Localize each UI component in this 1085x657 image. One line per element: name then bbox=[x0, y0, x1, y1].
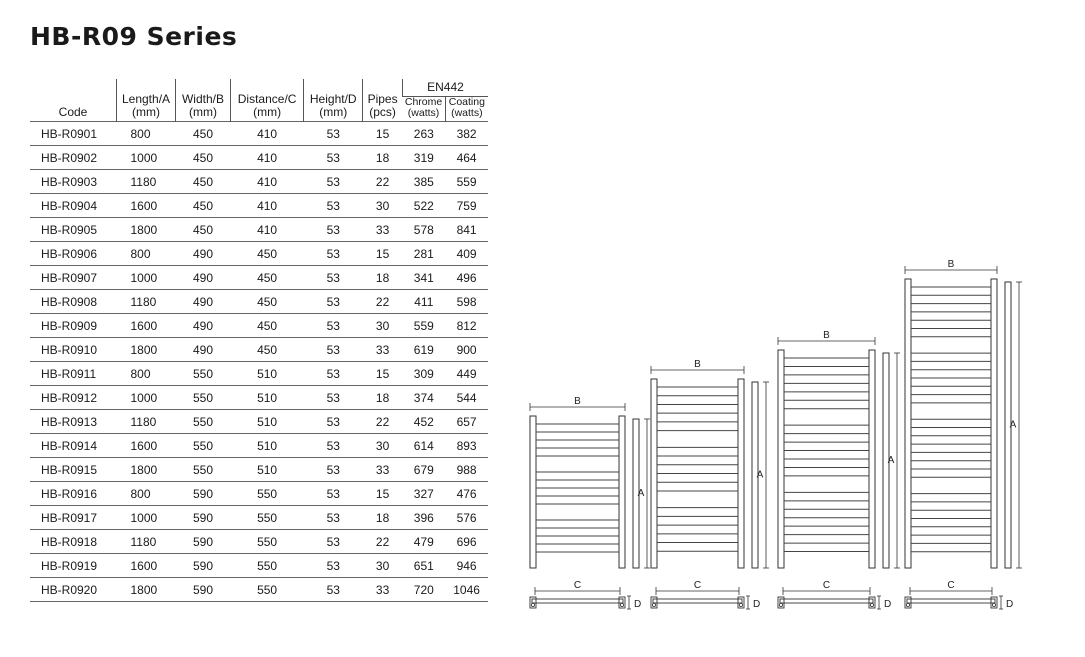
cell-chrome: 578 bbox=[402, 218, 445, 242]
cell-distance: 450 bbox=[230, 314, 303, 338]
header-length-unit: (mm) bbox=[132, 105, 160, 119]
dimension-d-label: D bbox=[634, 599, 642, 610]
valve-icon bbox=[531, 603, 534, 606]
cell-code: HB-R0920 bbox=[30, 578, 117, 602]
cell-code: HB-R0907 bbox=[30, 266, 117, 290]
spec-table-body bbox=[30, 122, 488, 602]
cell-distance: 410 bbox=[230, 146, 303, 170]
cell-chrome: 396 bbox=[402, 506, 445, 530]
radiator-plan-bar bbox=[907, 599, 995, 603]
cell-length: 800 bbox=[117, 482, 176, 506]
cell-pipes: 30 bbox=[363, 194, 403, 218]
cell-code: HB-R0919 bbox=[30, 554, 117, 578]
cell-width: 450 bbox=[176, 146, 231, 170]
header-chrome-unit: (watts) bbox=[407, 107, 440, 119]
cell-code: HB-R0914 bbox=[30, 434, 117, 458]
cell-length: 1000 bbox=[117, 146, 176, 170]
cell-height: 53 bbox=[304, 266, 363, 290]
cell-chrome: 559 bbox=[402, 314, 445, 338]
table-row bbox=[30, 434, 488, 458]
cell-width: 550 bbox=[176, 410, 231, 434]
radiator-right-upright bbox=[738, 379, 744, 568]
cell-height: 53 bbox=[304, 122, 363, 146]
cell-coating: 559 bbox=[445, 170, 488, 194]
cell-height: 53 bbox=[304, 530, 363, 554]
cell-code: HB-R0916 bbox=[30, 482, 117, 506]
cell-pipes: 22 bbox=[363, 170, 403, 194]
cell-width: 450 bbox=[176, 122, 231, 146]
cell-pipes: 18 bbox=[363, 506, 403, 530]
cell-height: 53 bbox=[304, 242, 363, 266]
valve-icon bbox=[870, 603, 873, 606]
cell-code: HB-R0917 bbox=[30, 506, 117, 530]
table-row bbox=[30, 314, 488, 338]
header-code bbox=[30, 79, 117, 122]
valve-icon bbox=[739, 603, 742, 606]
cell-chrome: 720 bbox=[402, 578, 445, 602]
cell-distance: 410 bbox=[230, 218, 303, 242]
cell-coating: 476 bbox=[445, 482, 488, 506]
cell-pipes: 15 bbox=[363, 482, 403, 506]
cell-width: 490 bbox=[176, 290, 231, 314]
header-chrome-label: Chrome bbox=[404, 96, 443, 108]
dimension-c-label: C bbox=[693, 580, 702, 591]
cell-coating: 496 bbox=[445, 266, 488, 290]
cell-pipes: 30 bbox=[363, 554, 403, 578]
cell-coating: 812 bbox=[445, 314, 488, 338]
cell-height: 53 bbox=[304, 554, 363, 578]
table-row bbox=[30, 242, 488, 266]
table-row bbox=[30, 194, 488, 218]
cell-pipes: 15 bbox=[363, 362, 403, 386]
cell-coating: 900 bbox=[445, 338, 488, 362]
radiator-left-upright bbox=[651, 379, 657, 568]
cell-length: 1180 bbox=[117, 530, 176, 554]
dimension-b-label: B bbox=[823, 330, 830, 341]
cell-length: 800 bbox=[117, 362, 176, 386]
cell-distance: 550 bbox=[230, 482, 303, 506]
header-code-label: Code bbox=[58, 105, 88, 119]
cell-coating: 893 bbox=[445, 434, 488, 458]
table-row bbox=[30, 482, 488, 506]
cell-chrome: 452 bbox=[402, 410, 445, 434]
cell-coating: 1046 bbox=[445, 578, 488, 602]
spec-table bbox=[30, 79, 488, 602]
cell-code: HB-R0901 bbox=[30, 122, 117, 146]
cell-height: 53 bbox=[304, 482, 363, 506]
cell-coating: 946 bbox=[445, 554, 488, 578]
header-width-label: Width/B bbox=[181, 92, 224, 106]
cell-length: 1600 bbox=[117, 554, 176, 578]
header-distance-unit: (mm) bbox=[253, 105, 282, 119]
cell-coating: 449 bbox=[445, 362, 488, 386]
cell-height: 53 bbox=[304, 506, 363, 530]
cell-chrome: 679 bbox=[402, 458, 445, 482]
table-row bbox=[30, 386, 488, 410]
cell-distance: 550 bbox=[230, 578, 303, 602]
cell-chrome: 651 bbox=[402, 554, 445, 578]
radiator-left-upright bbox=[530, 416, 536, 568]
header-distance-label: Distance/C bbox=[237, 92, 297, 106]
cell-distance: 510 bbox=[230, 434, 303, 458]
table-row bbox=[30, 218, 488, 242]
radiator-plan-bar bbox=[653, 599, 742, 603]
cell-pipes: 22 bbox=[363, 290, 403, 314]
dimension-d-label: D bbox=[753, 599, 761, 610]
cell-length: 1600 bbox=[117, 314, 176, 338]
cell-chrome: 341 bbox=[402, 266, 445, 290]
valve-icon bbox=[779, 603, 782, 606]
table-row bbox=[30, 146, 488, 170]
radiator-plan-bar bbox=[780, 599, 873, 603]
header-pipes-unit: (pcs) bbox=[369, 105, 396, 119]
dimension-b-label: B bbox=[694, 359, 701, 370]
table-row bbox=[30, 530, 488, 554]
valve-icon bbox=[620, 603, 623, 606]
cell-height: 53 bbox=[304, 194, 363, 218]
cell-chrome: 522 bbox=[402, 194, 445, 218]
cell-length: 1800 bbox=[117, 458, 176, 482]
valve-icon bbox=[992, 603, 995, 606]
table-row bbox=[30, 290, 488, 314]
cell-coating: 657 bbox=[445, 410, 488, 434]
cell-code: HB-R0910 bbox=[30, 338, 117, 362]
header-height-label: Height/D bbox=[309, 92, 357, 106]
cell-code: HB-R0905 bbox=[30, 218, 117, 242]
cell-pipes: 22 bbox=[363, 410, 403, 434]
cell-height: 53 bbox=[304, 362, 363, 386]
page-title: HB-R09 Series bbox=[30, 22, 238, 51]
dimension-b-label: B bbox=[947, 259, 955, 270]
cell-width: 590 bbox=[176, 554, 231, 578]
cell-distance: 550 bbox=[230, 506, 303, 530]
cell-chrome: 281 bbox=[402, 242, 445, 266]
cell-length: 1180 bbox=[117, 290, 176, 314]
cell-pipes: 33 bbox=[363, 578, 403, 602]
dimension-a-label: A bbox=[887, 455, 895, 466]
cell-length: 800 bbox=[117, 122, 176, 146]
cell-code: HB-R0902 bbox=[30, 146, 117, 170]
cell-width: 590 bbox=[176, 506, 231, 530]
header-height bbox=[304, 79, 363, 122]
cell-code: HB-R0918 bbox=[30, 530, 117, 554]
cell-code: HB-R0912 bbox=[30, 386, 117, 410]
cell-length: 1800 bbox=[117, 338, 176, 362]
table-row bbox=[30, 122, 488, 146]
cell-coating: 988 bbox=[445, 458, 488, 482]
cell-chrome: 309 bbox=[402, 362, 445, 386]
header-coating-label: Coating bbox=[448, 96, 485, 108]
header-pipes-label: Pipes bbox=[367, 92, 398, 106]
dimension-c-label: C bbox=[822, 580, 831, 591]
valve-icon bbox=[652, 603, 655, 606]
valve-icon bbox=[906, 603, 909, 606]
radiator-right-upright bbox=[619, 416, 625, 568]
dimension-a-label: A bbox=[756, 469, 764, 481]
cell-chrome: 263 bbox=[402, 122, 445, 146]
header-distance bbox=[230, 79, 303, 122]
cell-pipes: 15 bbox=[363, 122, 403, 146]
cell-coating: 841 bbox=[445, 218, 488, 242]
dimension-d-label: D bbox=[884, 599, 892, 610]
header-chrome bbox=[402, 97, 445, 122]
header-en442 bbox=[402, 79, 488, 97]
cell-distance: 510 bbox=[230, 362, 303, 386]
cell-length: 1000 bbox=[117, 266, 176, 290]
cell-pipes: 30 bbox=[363, 434, 403, 458]
cell-distance: 550 bbox=[230, 530, 303, 554]
table-row bbox=[30, 362, 488, 386]
cell-length: 1800 bbox=[117, 218, 176, 242]
cell-width: 450 bbox=[176, 170, 231, 194]
dimension-a-label: A bbox=[637, 488, 645, 499]
cell-code: HB-R0904 bbox=[30, 194, 117, 218]
table-row bbox=[30, 266, 488, 290]
cell-width: 450 bbox=[176, 194, 231, 218]
table-row bbox=[30, 170, 488, 194]
header-coating bbox=[445, 97, 488, 122]
cell-height: 53 bbox=[304, 218, 363, 242]
table-row bbox=[30, 578, 488, 602]
header-length-label: Length/A bbox=[121, 92, 171, 106]
cell-height: 53 bbox=[304, 578, 363, 602]
cell-width: 590 bbox=[176, 530, 231, 554]
cell-coating: 544 bbox=[445, 386, 488, 410]
cell-distance: 450 bbox=[230, 290, 303, 314]
header-length bbox=[117, 79, 176, 122]
table-row bbox=[30, 410, 488, 434]
cell-coating: 696 bbox=[445, 530, 488, 554]
table-row bbox=[30, 338, 488, 362]
table-row bbox=[30, 554, 488, 578]
cell-height: 53 bbox=[304, 434, 363, 458]
cell-code: HB-R0911 bbox=[30, 362, 117, 386]
header-coating-unit: (watts) bbox=[451, 107, 483, 119]
header-width bbox=[176, 79, 231, 122]
header-en442-label: EN442 bbox=[427, 80, 464, 94]
cell-chrome: 374 bbox=[402, 386, 445, 410]
cell-width: 550 bbox=[176, 362, 231, 386]
header-width-unit: (mm) bbox=[189, 105, 217, 119]
cell-length: 1800 bbox=[117, 578, 176, 602]
cell-coating: 464 bbox=[445, 146, 488, 170]
cell-height: 53 bbox=[304, 458, 363, 482]
cell-pipes: 18 bbox=[363, 146, 403, 170]
cell-distance: 450 bbox=[230, 266, 303, 290]
header-height-unit: (mm) bbox=[319, 105, 348, 119]
cell-length: 1000 bbox=[117, 386, 176, 410]
cell-distance: 410 bbox=[230, 170, 303, 194]
radiator-left-upright bbox=[905, 279, 911, 568]
cell-pipes: 18 bbox=[363, 266, 403, 290]
cell-width: 590 bbox=[176, 482, 231, 506]
cell-pipes: 30 bbox=[363, 314, 403, 338]
cell-distance: 410 bbox=[230, 122, 303, 146]
cell-coating: 759 bbox=[445, 194, 488, 218]
cell-width: 490 bbox=[176, 242, 231, 266]
dimension-b-label: B bbox=[574, 396, 581, 407]
cell-code: HB-R0906 bbox=[30, 242, 117, 266]
cell-distance: 450 bbox=[230, 338, 303, 362]
cell-width: 550 bbox=[176, 386, 231, 410]
dimension-c-label: C bbox=[573, 580, 582, 591]
cell-length: 1600 bbox=[117, 194, 176, 218]
radiator-left-upright bbox=[778, 350, 784, 568]
radiator-right-upright bbox=[991, 279, 997, 568]
cell-width: 550 bbox=[176, 434, 231, 458]
cell-height: 53 bbox=[304, 146, 363, 170]
cell-pipes: 22 bbox=[363, 530, 403, 554]
cell-pipes: 33 bbox=[363, 338, 403, 362]
cell-pipes: 18 bbox=[363, 386, 403, 410]
cell-coating: 576 bbox=[445, 506, 488, 530]
cell-height: 53 bbox=[304, 290, 363, 314]
cell-chrome: 385 bbox=[402, 170, 445, 194]
dimension-c-label: C bbox=[947, 580, 955, 591]
cell-chrome: 327 bbox=[402, 482, 445, 506]
cell-chrome: 479 bbox=[402, 530, 445, 554]
cell-height: 53 bbox=[304, 386, 363, 410]
cell-width: 490 bbox=[176, 266, 231, 290]
cell-width: 450 bbox=[176, 218, 231, 242]
cell-length: 1600 bbox=[117, 434, 176, 458]
cell-height: 53 bbox=[304, 170, 363, 194]
dimension-a-label: A bbox=[1009, 419, 1017, 431]
cell-pipes: 33 bbox=[363, 458, 403, 482]
cell-code: HB-R0915 bbox=[30, 458, 117, 482]
cell-pipes: 33 bbox=[363, 218, 403, 242]
cell-chrome: 411 bbox=[402, 290, 445, 314]
cell-distance: 550 bbox=[230, 554, 303, 578]
cell-height: 53 bbox=[304, 410, 363, 434]
cell-width: 590 bbox=[176, 578, 231, 602]
header-pipes bbox=[363, 79, 403, 122]
cell-distance: 510 bbox=[230, 410, 303, 434]
cell-width: 490 bbox=[176, 314, 231, 338]
cell-code: HB-R0908 bbox=[30, 290, 117, 314]
table-row bbox=[30, 506, 488, 530]
cell-length: 1180 bbox=[117, 170, 176, 194]
cell-length: 1180 bbox=[117, 410, 176, 434]
cell-width: 490 bbox=[176, 338, 231, 362]
cell-width: 550 bbox=[176, 458, 231, 482]
cell-chrome: 319 bbox=[402, 146, 445, 170]
cell-code: HB-R0913 bbox=[30, 410, 117, 434]
radiator-plan-bar bbox=[532, 599, 623, 603]
dimension-d-label: D bbox=[1006, 599, 1014, 610]
cell-code: HB-R0903 bbox=[30, 170, 117, 194]
cell-height: 53 bbox=[304, 314, 363, 338]
cell-chrome: 619 bbox=[402, 338, 445, 362]
cell-distance: 450 bbox=[230, 242, 303, 266]
cell-coating: 382 bbox=[445, 122, 488, 146]
cell-pipes: 15 bbox=[363, 242, 403, 266]
cell-distance: 510 bbox=[230, 458, 303, 482]
cell-length: 1000 bbox=[117, 506, 176, 530]
cell-coating: 409 bbox=[445, 242, 488, 266]
radiator-dimension-diagram bbox=[520, 250, 1040, 622]
cell-coating: 598 bbox=[445, 290, 488, 314]
cell-code: HB-R0909 bbox=[30, 314, 117, 338]
cell-distance: 410 bbox=[230, 194, 303, 218]
table-row bbox=[30, 458, 488, 482]
cell-distance: 510 bbox=[230, 386, 303, 410]
cell-length: 800 bbox=[117, 242, 176, 266]
cell-height: 53 bbox=[304, 338, 363, 362]
cell-chrome: 614 bbox=[402, 434, 445, 458]
radiator-right-upright bbox=[869, 350, 875, 568]
